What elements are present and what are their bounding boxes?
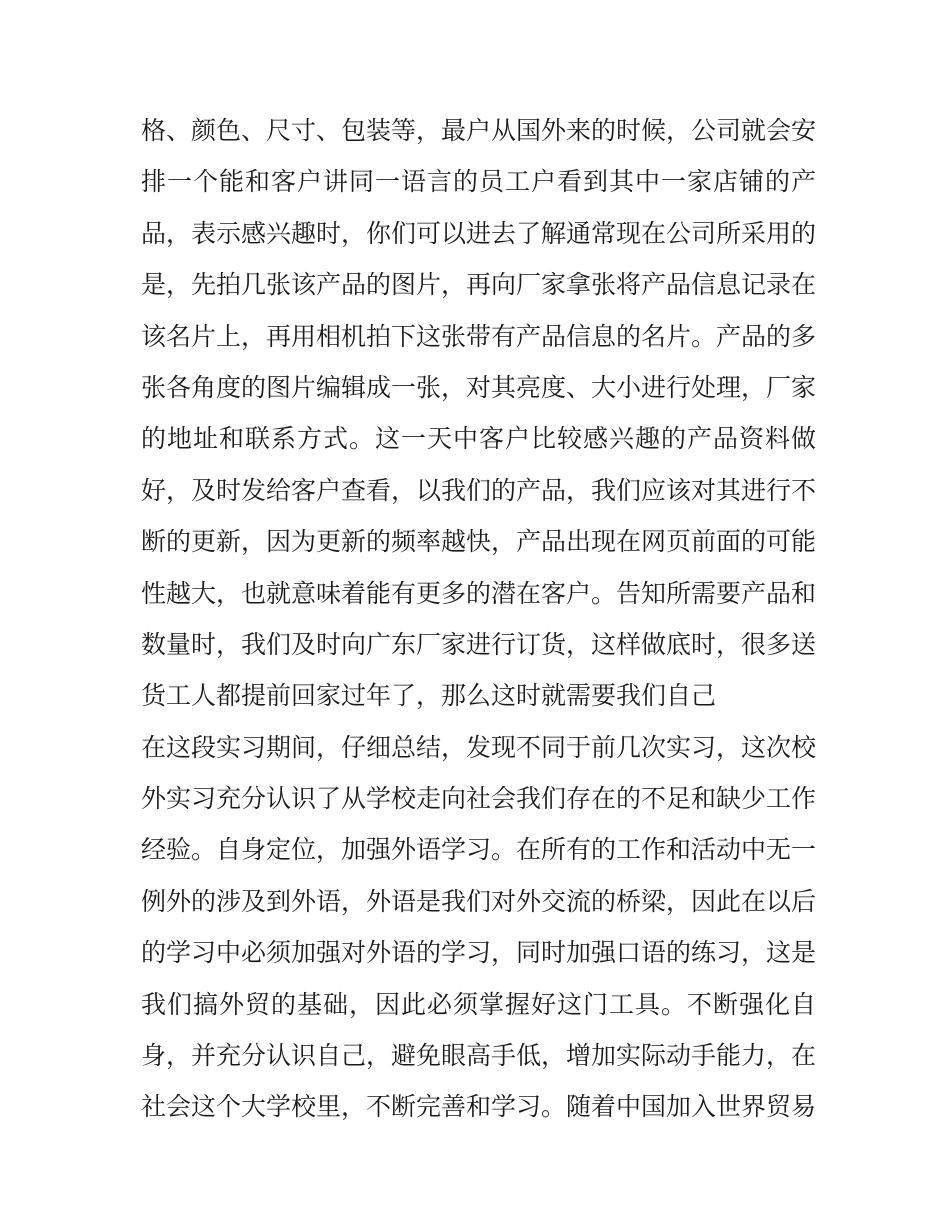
text-line: 是，先拍几张该产品的图片，再向厂家拿张将产品信息记录在	[141, 270, 816, 300]
text-line: 好，及时发给客户查看，以我们的产品，我们应该对其进行不	[141, 475, 816, 505]
text-line: 例外的涉及到外语，外语是我们对外交流的桥梁，因此在以后	[141, 886, 816, 916]
body-text	[141, 105, 816, 1133]
text-line: 货工人都提前回家过年了，那么这时就需要我们自己	[141, 681, 717, 711]
text-line: 该名片上，再用相机拍下这张带有产品信息的名片。产品的多	[141, 321, 816, 351]
text-line: 排一个能和客户讲同一语言的员工户看到其中一家店铺的产	[141, 167, 816, 197]
text-line: 断的更新，因为更新的频率越快，产品出现在网页前面的可能	[141, 527, 816, 557]
text-line: 我们搞外贸的基础，因此必须掌握好这门工具。不断强化自	[141, 989, 816, 1019]
text-line: 张各角度的图片编辑成一张，对其亮度、大小进行处理，厂家	[141, 372, 816, 402]
text-line: 的地址和联系方式。这一天中客户比较感兴趣的产品资料做	[141, 424, 816, 454]
text-line: 在这段实习期间，仔细总结，发现不同于前几次实习，这次校	[141, 732, 816, 762]
text-line: 的学习中必须加强对外语的学习，同时加强口语的练习，这是	[141, 938, 816, 968]
text-line: 经验。自身定位，加强外语学习。在所有的工作和活动中无一	[141, 835, 816, 865]
text-line: 品，表示感兴趣时，你们可以进去了解通常现在公司所采用的	[141, 218, 816, 248]
text-line: 格、颜色、尺寸、包装等，最户从国外来的时候，公司就会安	[141, 116, 816, 145]
text-line: 数量时，我们及时向广东厂家进行订货，这样做底时，很多送	[141, 629, 816, 659]
text-line: 性越大，也就意味着能有更多的潜在客户。告知所需要产品和	[141, 578, 816, 608]
text-line: 外实习充分认识了从学校走向社会我们存在的不足和缺少工作	[141, 784, 816, 814]
text-line: 身，并充分认识自己，避免眼高手低，增加实际动手能力，在	[141, 1041, 816, 1071]
text-line: 社会这个大学校里，不断完善和学习。随着中国加入世界贸易	[141, 1092, 816, 1122]
